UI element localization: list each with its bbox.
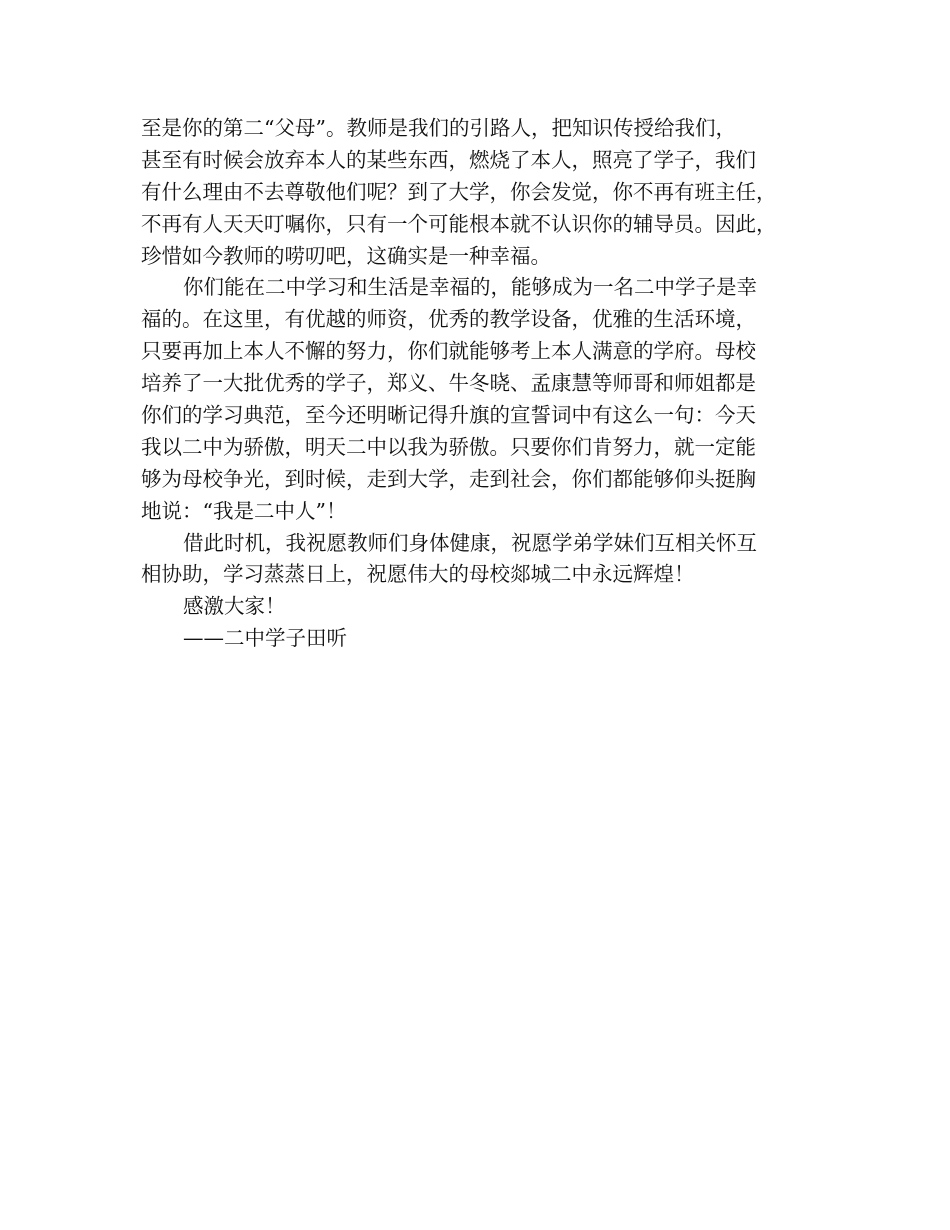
text-line: 培养了一大批优秀的学子，郑义、牛冬晓、孟康慧等师哥和师姐都是 [141, 371, 756, 396]
paragraph-thanks [141, 591, 831, 623]
text-line: 借此时机，我祝愿教师们身体健康，祝愿学弟学妹们互相关怀互 [183, 530, 757, 555]
text-line: 甚至有时候会放弃本人的某些东西，燃烧了本人，照亮了学子，我们 [141, 147, 756, 172]
text-line: 感激大家！ [183, 594, 286, 619]
signature-line: ——二中学子田听 [183, 626, 347, 651]
text-line: 我以二中为骄傲，明天二中以我为骄傲。只要你们肯努力，就一定能 [141, 434, 756, 459]
text-line: 不再有人天天叮嘱你，只有一个可能根本就不认识你的辅导员。因此， [141, 211, 777, 236]
text-line: 福的。在这里，有优越的师资，优秀的教学设备，优雅的生活环境， [141, 307, 756, 332]
document-body [141, 113, 831, 655]
text-line: 你们能在二中学习和生活是幸福的，能够成为一名二中学子是幸 [183, 275, 757, 300]
text-line: 至是你的第二“父母”。教师是我们的引路人，把知识传授给我们， [141, 116, 736, 140]
text-line: 只要再加上本人不懈的努力，你们就能够考上本人满意的学府。母校 [141, 339, 756, 364]
paragraph-3 [141, 528, 831, 592]
paragraph-signature [141, 623, 831, 655]
text-line: 珍惜如今教师的唠叨吧，这确实是一种幸福。 [141, 243, 551, 268]
text-line: 你们的学习典范，至今还明晰记得升旗的宣誓词中有这么一句：今天 [141, 403, 756, 428]
paragraph-2 [141, 272, 831, 527]
text-line: 地说：“我是二中人”！ [141, 498, 347, 523]
text-line: 够为母校争光，到时候，走到大学，走到社会，你们都能够仰头挺胸 [141, 466, 756, 491]
paragraph-1 [141, 113, 831, 272]
text-line: 有什么理由不去尊敬他们呢？到了大学，你会发觉，你不再有班主任， [141, 179, 777, 204]
text-line: 相协助，学习蒸蒸日上，祝愿伟大的母校郯城二中永远辉煌！ [141, 562, 695, 587]
